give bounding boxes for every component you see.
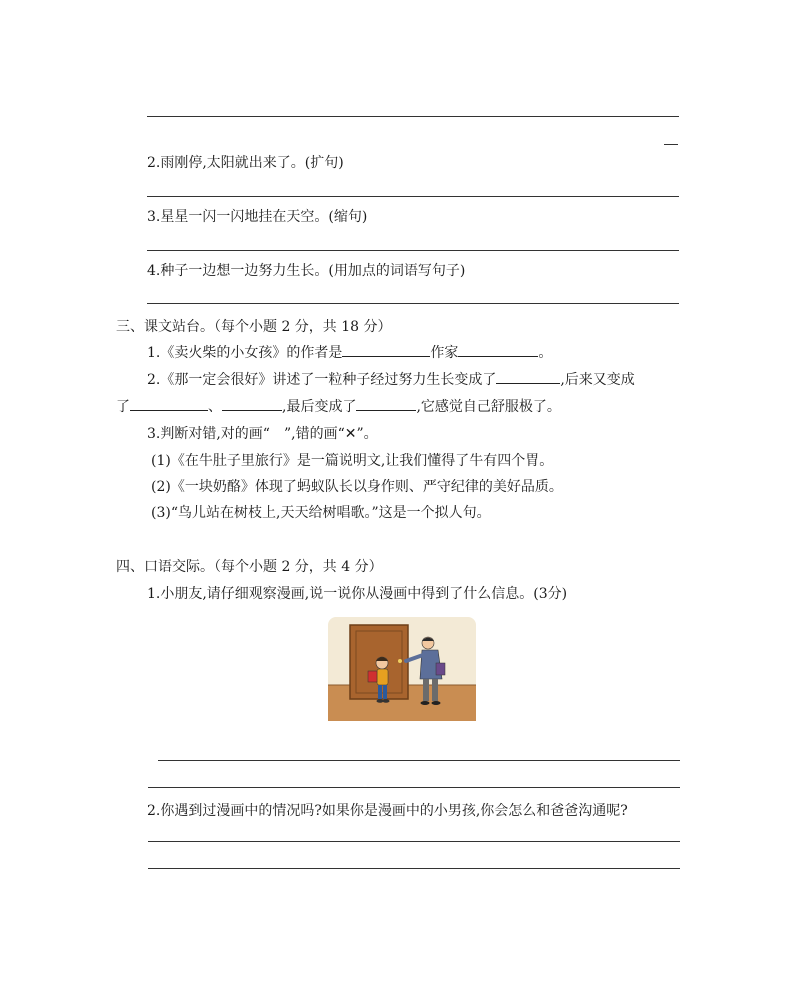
- section3-heading: 三、课文站台。（每个小题 2 分，共 18 分）: [116, 319, 392, 335]
- answer-line-s4q1-a[interactable]: [158, 760, 680, 761]
- answer-line-q3[interactable]: [147, 250, 679, 251]
- blank-became-1[interactable]: [496, 369, 560, 384]
- answer-line-q4[interactable]: [147, 303, 679, 304]
- judge-item-2: (2)《一块奶酪》体现了蚂蚁队长以身作则、严守纪律的美好品质。: [151, 479, 563, 495]
- q1-text-a: 1.《卖火柴的小女孩》的作者是: [147, 345, 343, 361]
- answer-line-q2[interactable]: [147, 196, 679, 197]
- q2-text-c: 了: [116, 399, 130, 415]
- section3-q1: [147, 342, 552, 362]
- blank-author[interactable]: [342, 342, 430, 357]
- section3-q2-line1: [147, 369, 635, 389]
- section4-heading: 四、口语交际。（每个小题 2 分，共 4 分）: [116, 559, 383, 575]
- answer-line-s4q1-b[interactable]: [148, 787, 680, 788]
- blank-became-2[interactable]: [130, 396, 208, 411]
- q2-text-f: ,它感觉自己舒服极了。: [416, 399, 561, 415]
- answer-line-s4q2-a[interactable]: [148, 841, 680, 842]
- blank-became-4[interactable]: [356, 396, 416, 411]
- red-book: [368, 671, 377, 682]
- q2-text-e: ,最后变成了: [282, 399, 357, 415]
- door-knob: [398, 659, 402, 663]
- answer-line-dash: [664, 144, 678, 145]
- briefcase: [436, 663, 445, 675]
- answer-line-s4q2-b[interactable]: [148, 868, 680, 869]
- q2-text-b: ,后来又变成: [560, 372, 635, 388]
- answer-line-top[interactable]: [147, 116, 679, 117]
- question-expand-sentence: 2.雨刚停,太阳就出来了。(扩句): [147, 155, 344, 171]
- q2-text-d: 、: [208, 399, 222, 415]
- q1-end: 。: [538, 345, 553, 361]
- q1-text-b: 作家: [430, 345, 459, 361]
- blank-became-3[interactable]: [222, 396, 282, 411]
- section3-q2-line2: [116, 396, 561, 416]
- section4-q1: 1.小朋友,请仔细观察漫画,说一说你从漫画中得到了什么信息。(3分): [147, 586, 568, 602]
- blank-nationality[interactable]: [458, 342, 538, 357]
- judge-item-3: (3)“鸟儿站在树枝上,天天给树唱歌。”这是一个拟人句。: [151, 505, 491, 521]
- section4-q2: 2.你遇到过漫画中的情况吗?如果你是漫画中的小男孩,你会怎么和爸爸沟通呢?: [147, 803, 628, 819]
- cartoon-illustration: [328, 617, 476, 721]
- judge-item-1: (1)《在牛肚子里旅行》是一篇说明文,让我们懂得了牛有四个胃。: [151, 453, 554, 469]
- section3-q3: 3.判断对错,对的画“ ”,错的画“✕”。: [147, 426, 378, 442]
- question-shorten-sentence: 3.星星一闪一闪地挂在天空。(缩句): [147, 209, 368, 225]
- q2-text-a: 2.《那一定会很好》讲述了一粒种子经过努力生长变成了: [147, 372, 497, 388]
- question-write-sentence: 4.种子一边想一边努力生长。(用加点的词语写句子): [147, 263, 466, 279]
